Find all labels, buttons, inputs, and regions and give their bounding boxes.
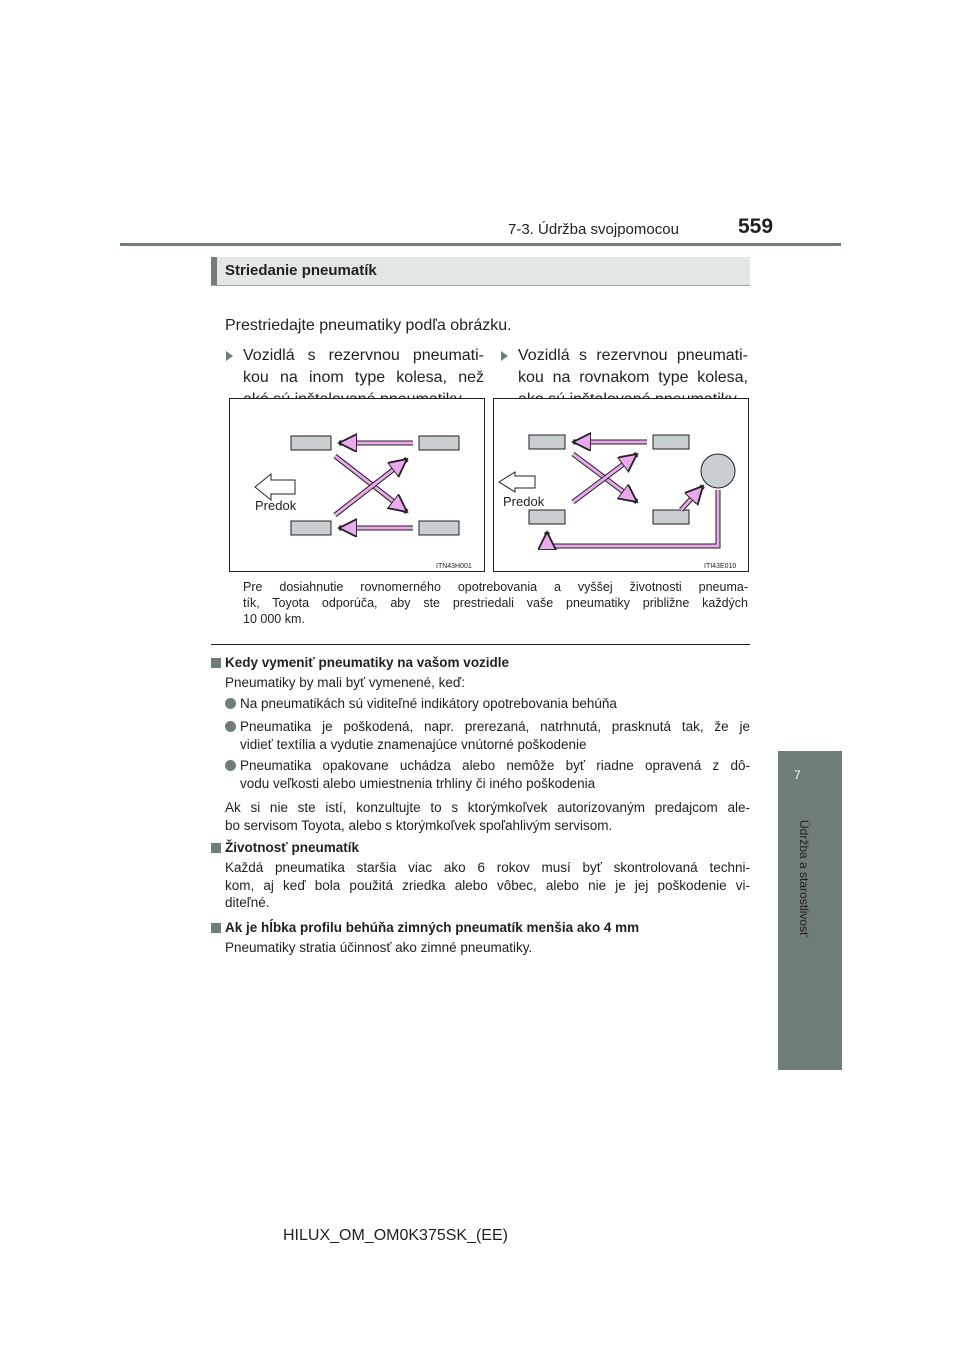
page-number: 559 (738, 215, 774, 238)
section-title: Striedanie pneumatík (225, 262, 377, 279)
tire-front-right (291, 521, 331, 535)
chapter-tab (778, 751, 842, 810)
bullet-item (240, 718, 750, 753)
left-col-line: Vozidlá s rezervnou pneumati- (243, 347, 484, 364)
tire-rear-left (653, 435, 689, 449)
figure-code-left: ITN43H001 (436, 563, 472, 570)
bullet-line: Pneumatika je poškodená, napr. prerezaná, natrhnutá, prasknutá tak, že je (240, 719, 750, 734)
paragraph-line: bo servisom Toyota, alebo s ktorýmkoľvek spoľahlivým servisom. (225, 817, 613, 833)
right-col-line: kou na rovnakom type kolesa, (518, 369, 748, 386)
triangle-bullet-icon (226, 351, 233, 361)
bullet-item (240, 757, 750, 792)
note-title: Ak je hĺbka profilu behúňa zimných pneumatík menšia ako 4 mm (225, 920, 640, 935)
tire-front-left (529, 435, 565, 449)
caption-line: tík, Toyota odporúča, aby ste prestriedali vaše pneumatiky približne každých (243, 596, 748, 610)
caption-line: Pre dosiahnutie rovnomerného opotrebovania a vyššej životnosti pneuma- (243, 580, 748, 594)
round-bullet-icon (225, 721, 236, 732)
note-text: Pneumatiky by mali byť vymenené, keď: (225, 675, 465, 690)
heading-accent (211, 257, 217, 285)
note-text: Pneumatiky stratia účinnosť ako zimné pneumatiky. (225, 940, 533, 955)
tire-rear-right (653, 510, 689, 524)
header-rule (120, 243, 841, 246)
square-bullet-icon (211, 658, 221, 668)
bullet-line: Pneumatika opakovane uchádza alebo nemôže byť riadne opravená z dô- (240, 758, 750, 773)
document-code: HILUX_OM_OM0K375SK_(EE) (283, 1227, 508, 1244)
section-divider (211, 644, 750, 645)
note-title: Kedy vymeniť pneumatiky na vašom vozidle (225, 655, 510, 670)
figure-code-right: ITI43E010 (704, 563, 737, 570)
intro-text: Prestriedajte pneumatiky podľa obrázku. (225, 317, 512, 334)
front-label-right: Predok (503, 494, 545, 509)
chapter-number: 7 (794, 768, 801, 782)
paragraph-line: Ak si nie ste istí, konzultujte to s ktorýmkoľvek autorizovaným predajcom ale- (225, 800, 750, 815)
triangle-bullet-icon (501, 351, 508, 361)
figure-caption (243, 579, 748, 627)
note-paragraph (225, 859, 750, 912)
tire-rear-right (419, 521, 459, 535)
bullet-item (240, 695, 750, 713)
bullet-line: Na pneumatikách sú viditeľné indikátory opotrebovania behúňa (240, 696, 617, 711)
spare-tire (701, 454, 735, 488)
square-bullet-icon (211, 843, 221, 853)
bullet-line: vidieť textília a vydutie znamenajúce vnútorné poškodenie (240, 736, 587, 752)
caption-line: 10 000 km. (243, 612, 305, 626)
left-col-line: kou na inom type kolesa, než (243, 369, 484, 386)
round-bullet-icon (225, 760, 236, 771)
paragraph-line: diteľné. (225, 895, 270, 910)
tire-rotation-figure (229, 398, 749, 573)
tire-front-right (529, 510, 565, 524)
note-paragraph (225, 799, 750, 834)
tire-front-left (291, 436, 331, 450)
paragraph-line: kom, aj keď bola použitá zriedka alebo vôbec, alebo nie je jej poškodenie vi- (225, 877, 750, 893)
round-bullet-icon (225, 698, 236, 709)
chapter-title: Údržba a starostlivosť (797, 820, 811, 937)
section-heading (211, 257, 750, 286)
front-label-left: Predok (255, 498, 297, 513)
square-bullet-icon (211, 923, 221, 933)
bullet-line: vodu veľkosti alebo umiestnenia trhliny či iného poškodenia (240, 775, 596, 791)
right-col-line: Vozidlá s rezervnou pneumati- (518, 347, 748, 364)
paragraph-line: Každá pneumatika staršia viac ako 6 rokov musí byť skontrolovaná techni- (225, 860, 750, 875)
tire-rear-left (419, 436, 459, 450)
section-header: 7-3. Údržba svojpomocou (508, 221, 679, 238)
note-title: Životnosť pneumatík (225, 840, 359, 855)
